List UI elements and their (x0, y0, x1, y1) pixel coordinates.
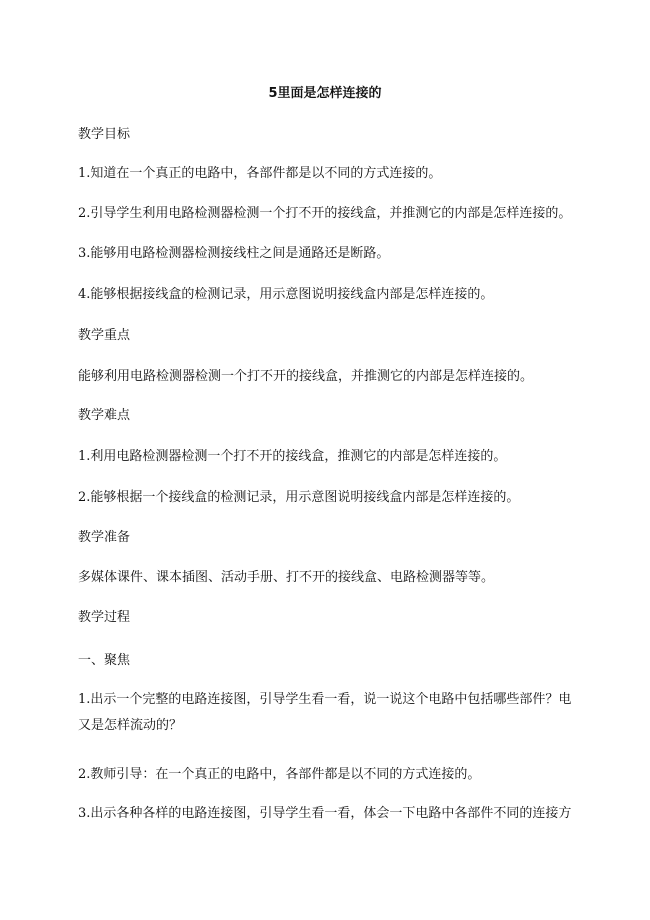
difficulties-heading: 教学难点 (78, 408, 131, 423)
step-item-1: 1.出示一个完整的电路连接图，引导学生看一看，说一说这个电路中包括哪些部件？电又是怎样流动的？ (78, 692, 572, 733)
difficulty-item-1: 1.利用电路检测器检测一个打不开的接线盒，推测它的内部是怎样连接的。 (78, 449, 507, 464)
step-heading: 一、聚焦 (78, 653, 131, 668)
step-item-3: 3.出示各种各样的电路连接图，引导学生看一看，体会一下电路中各部件不同的连接方 (78, 806, 572, 821)
goal-item-1: 1.知道在一个真正的电路中，各部件都是以不同的方式连接的。 (78, 166, 442, 181)
preparation-heading: 教学准备 (78, 530, 131, 545)
key-points-text: 能够利用电路检测器检测一个打不开的接线盒，并推测它的内部是怎样连接的。 (78, 369, 534, 384)
step-item-2: 2.教师引导：在一个真正的电路中，各部件都是以不同的方式连接的。 (78, 767, 481, 782)
goals-heading: 教学目标 (78, 127, 131, 142)
goal-item-4: 4.能够根据接线盒的检测记录，用示意图说明接线盒内部是怎样连接的。 (78, 287, 494, 302)
process-heading: 教学过程 (78, 610, 131, 625)
document-title: 5里面是怎样连接的 (268, 86, 382, 101)
goal-item-2: 2.引导学生利用电路检测器检测一个打不开的接线盒，并推测它的内部是怎样连接的。 (78, 206, 572, 221)
preparation-text: 多媒体课件、课本插图、活动手册、打不开的接线盒、电路检测器等等。 (78, 570, 495, 585)
key-points-heading: 教学重点 (78, 328, 131, 343)
goal-item-3: 3.能够用电路检测器检测接线柱之间是通路还是断路。 (78, 246, 390, 261)
difficulty-item-2: 2.能够根据一个接线盒的检测记录，用示意图说明接线盒内部是怎样连接的。 (78, 490, 520, 505)
